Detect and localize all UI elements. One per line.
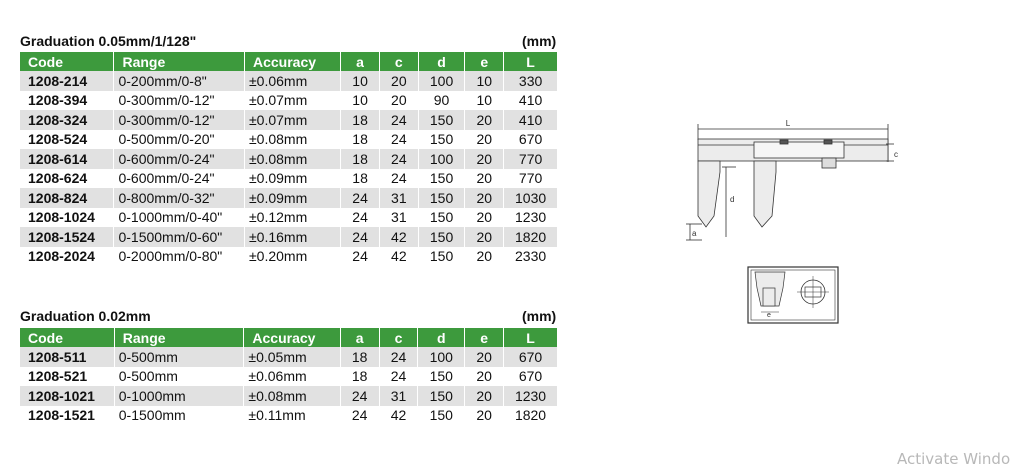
cell-c: 24 <box>379 367 418 387</box>
cell-c: 42 <box>379 227 418 247</box>
table-row <box>20 247 558 267</box>
cell-accuracy: ±0.07mm <box>244 91 340 111</box>
table-row <box>20 149 558 169</box>
cell-range: 0-200mm/0-8" <box>114 71 245 91</box>
cell-range: 0-1000mm <box>114 386 244 406</box>
cell-c: 20 <box>379 71 418 91</box>
table-row <box>20 347 558 367</box>
cell-e: 20 <box>465 386 504 406</box>
cell-accuracy: ±0.07mm <box>244 110 340 130</box>
cell-range: 0-500mm <box>114 367 244 387</box>
cell-e: 20 <box>465 247 504 267</box>
cell-c: 24 <box>379 130 418 150</box>
cell-e: 20 <box>465 227 504 247</box>
spec-table-graduation-005 <box>20 52 558 266</box>
cell-a: 24 <box>341 188 380 208</box>
cell-accuracy: ±0.06mm <box>244 367 340 387</box>
cell-code: 1208-214 <box>20 71 114 91</box>
header-range: Range <box>114 52 245 71</box>
table-row <box>20 208 558 228</box>
cell-e: 20 <box>465 169 504 189</box>
fixed-jaw <box>698 161 720 227</box>
cell-L: 1030 <box>504 188 558 208</box>
cell-d: 100 <box>418 347 465 367</box>
cell-d: 150 <box>418 367 465 387</box>
cell-d: 90 <box>418 91 465 111</box>
cell-code: 1208-324 <box>20 110 114 130</box>
table-row <box>20 110 558 130</box>
moving-jaw <box>754 161 776 227</box>
cell-range: 0-1500mm/0-60" <box>114 227 245 247</box>
cell-e: 20 <box>465 208 504 228</box>
cell-c: 42 <box>379 247 418 267</box>
cell-L: 770 <box>504 169 558 189</box>
cell-c: 20 <box>379 91 418 111</box>
cell-d: 100 <box>418 149 465 169</box>
cell-d: 150 <box>418 130 465 150</box>
table-header-row <box>20 52 558 71</box>
cell-d: 150 <box>418 227 465 247</box>
caliper-dimension-diagram <box>680 112 900 247</box>
cell-L: 2330 <box>504 247 558 267</box>
cell-code: 1208-524 <box>20 130 114 150</box>
cell-a: 24 <box>340 386 379 406</box>
cell-e: 10 <box>465 71 504 91</box>
cell-accuracy: ±0.08mm <box>244 386 340 406</box>
cell-a: 18 <box>341 130 380 150</box>
cell-L: 670 <box>504 130 558 150</box>
windows-activation-watermark: Activate Windo <box>897 450 1011 468</box>
table-row <box>20 227 558 247</box>
label-d: d <box>730 195 735 204</box>
cell-code: 1208-511 <box>20 347 114 367</box>
cell-range: 0-1000mm/0-40" <box>114 208 245 228</box>
cell-range: 0-600mm/0-24" <box>114 169 245 189</box>
table-row <box>20 188 558 208</box>
cell-accuracy: ±0.09mm <box>244 188 340 208</box>
table-row <box>20 91 558 111</box>
jaw-cross-section-diagram <box>747 266 839 324</box>
cell-range: 0-300mm/0-12" <box>114 110 245 130</box>
cell-a: 24 <box>341 208 380 228</box>
label-L: L <box>785 119 791 128</box>
cell-d: 150 <box>418 110 465 130</box>
cell-a: 10 <box>341 91 380 111</box>
cell-accuracy: ±0.05mm <box>244 347 340 367</box>
table-row <box>20 367 558 387</box>
cell-accuracy: ±0.12mm <box>244 208 340 228</box>
cell-d: 150 <box>418 386 465 406</box>
cell-L: 1230 <box>504 386 558 406</box>
cell-d: 150 <box>418 188 465 208</box>
cell-code: 1208-521 <box>20 367 114 387</box>
cell-a: 18 <box>341 149 380 169</box>
section2-title: Graduation 0.02mm <box>20 308 151 324</box>
cell-c: 31 <box>379 386 418 406</box>
cell-e: 10 <box>465 91 504 111</box>
cell-accuracy: ±0.16mm <box>244 227 340 247</box>
table-row <box>20 386 558 406</box>
cell-L: 410 <box>504 91 558 111</box>
cell-L: 330 <box>504 71 558 91</box>
cell-range: 0-300mm/0-12" <box>114 91 245 111</box>
cell-L: 410 <box>504 110 558 130</box>
header-a: a <box>340 328 379 347</box>
cell-e: 20 <box>465 149 504 169</box>
cell-d: 100 <box>418 71 465 91</box>
label-e: e <box>767 312 771 319</box>
spec-table-graduation-002 <box>20 328 558 425</box>
cell-e: 20 <box>465 188 504 208</box>
cell-code: 1208-394 <box>20 91 114 111</box>
cell-c: 24 <box>379 347 418 367</box>
cell-code: 1208-2024 <box>20 247 114 267</box>
cell-L: 670 <box>504 347 558 367</box>
cell-e: 20 <box>465 347 504 367</box>
header-code: Code <box>20 52 114 71</box>
cell-code: 1208-614 <box>20 149 114 169</box>
cell-range: 0-2000mm/0-80" <box>114 247 245 267</box>
cell-a: 18 <box>341 110 380 130</box>
cell-e: 20 <box>465 130 504 150</box>
cell-range: 0-500mm <box>114 347 244 367</box>
table-row <box>20 71 558 91</box>
cell-code: 1208-1024 <box>20 208 114 228</box>
header-code: Code <box>20 328 114 347</box>
cell-accuracy: ±0.09mm <box>244 169 340 189</box>
header-range: Range <box>114 328 244 347</box>
cell-L: 1230 <box>504 208 558 228</box>
cell-L: 1820 <box>504 406 558 426</box>
cell-L: 670 <box>504 367 558 387</box>
cell-L: 770 <box>504 149 558 169</box>
cell-e: 20 <box>465 110 504 130</box>
table-row <box>20 406 558 426</box>
table-row <box>20 169 558 189</box>
cell-range: 0-800mm/0-32" <box>114 188 245 208</box>
header-c: c <box>379 52 418 71</box>
cell-d: 150 <box>418 247 465 267</box>
header-a: a <box>341 52 380 71</box>
cell-range: 0-500mm/0-20" <box>114 130 245 150</box>
cell-c: 31 <box>379 188 418 208</box>
cell-code: 1208-824 <box>20 188 114 208</box>
header-L: L <box>504 52 558 71</box>
header-accuracy: Accuracy <box>244 52 340 71</box>
cell-d: 150 <box>418 169 465 189</box>
cell-code: 1208-624 <box>20 169 114 189</box>
cell-c: 31 <box>379 208 418 228</box>
cell-accuracy: ±0.06mm <box>244 71 340 91</box>
cell-range: 0-600mm/0-24" <box>114 149 245 169</box>
cell-a: 10 <box>341 71 380 91</box>
section1-unit: (mm) <box>522 33 557 49</box>
cell-a: 18 <box>340 347 379 367</box>
cell-accuracy: ±0.08mm <box>244 130 340 150</box>
cell-c: 24 <box>379 149 418 169</box>
table-header-row <box>20 328 558 347</box>
cell-a: 18 <box>340 367 379 387</box>
label-c: c <box>894 150 898 159</box>
header-d: d <box>418 52 465 71</box>
cell-e: 20 <box>465 367 504 387</box>
cell-c: 42 <box>379 406 418 426</box>
cell-a: 18 <box>341 169 380 189</box>
cell-d: 150 <box>418 208 465 228</box>
cell-a: 24 <box>341 247 380 267</box>
label-a: a <box>692 229 697 238</box>
header-L: L <box>504 328 558 347</box>
header-accuracy: Accuracy <box>244 328 340 347</box>
cell-accuracy: ±0.11mm <box>244 406 340 426</box>
header-d: d <box>418 328 465 347</box>
cell-code: 1208-1021 <box>20 386 114 406</box>
cell-L: 1820 <box>504 227 558 247</box>
section2-unit: (mm) <box>522 308 557 324</box>
cell-range: 0-1500mm <box>114 406 244 426</box>
cell-accuracy: ±0.20mm <box>244 247 340 267</box>
cell-a: 24 <box>341 227 380 247</box>
header-e: e <box>465 328 504 347</box>
cell-d: 150 <box>418 406 465 426</box>
header-e: e <box>465 52 504 71</box>
cell-c: 24 <box>379 169 418 189</box>
section1-title: Graduation 0.05mm/1/128" <box>20 33 197 49</box>
cell-code: 1208-1521 <box>20 406 114 426</box>
header-c: c <box>379 328 418 347</box>
cell-e: 20 <box>465 406 504 426</box>
cell-accuracy: ±0.08mm <box>244 149 340 169</box>
cell-code: 1208-1524 <box>20 227 114 247</box>
table-row <box>20 130 558 150</box>
cell-a: 24 <box>340 406 379 426</box>
cell-c: 24 <box>379 110 418 130</box>
